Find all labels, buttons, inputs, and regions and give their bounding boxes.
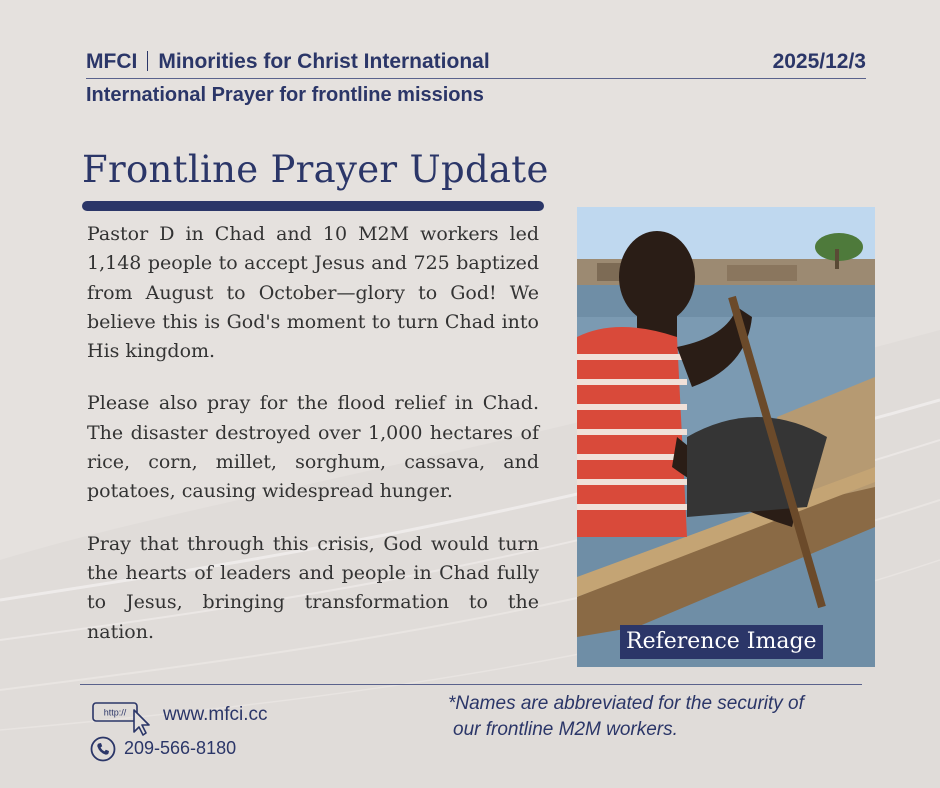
link-cursor-icon <box>92 700 152 736</box>
reference-photo <box>577 207 875 667</box>
date: 2025/12/3 <box>772 50 866 73</box>
brand-full: Minorities for Christ International <box>158 50 490 73</box>
page-title: Frontline Prayer Update <box>82 148 549 191</box>
paragraph-prayer: Pray that through this crisis, God would turn the hearts of leaders and people in Chad fully to Jesus, bringing transformation to the nation. <box>87 532 539 643</box>
brand-separator <box>147 51 148 71</box>
paragraph-flood-relief: Please also pray for the flood relief in Chad. The disaster destroyed over 1,000 hectares of rice, corn, millet, sorghum, cassava, and potatoes, causing widespread hunger. <box>87 392 539 503</box>
prayer-body <box>87 220 539 670</box>
svg-text:http://: http:// <box>103 707 127 718</box>
disclaimer-line-2: our frontline M2M workers. <box>453 719 678 740</box>
header-divider <box>86 78 866 79</box>
photo-caption: Reference Image <box>620 625 823 659</box>
phone-number[interactable]: 209-566-8180 <box>124 738 237 758</box>
footer-divider <box>80 684 862 685</box>
brand-short: MFCI <box>86 50 138 73</box>
phone-icon <box>90 736 116 762</box>
paragraph-report: Pastor D in Chad and 10 M2M workers led 1,148 people to accept Jesus and 725 baptized from August to October—glory to God! We believe this is God's moment to turn Chad into His kingdom. <box>87 223 539 363</box>
header-subtitle: International Prayer for frontline missions <box>86 84 484 106</box>
disclaimer-line-1: *Names are abbreviated for the security of <box>448 693 804 714</box>
brand <box>86 50 490 74</box>
header <box>86 48 866 78</box>
title-underline-bar <box>82 201 544 211</box>
website-link[interactable]: www.mfci.cc <box>163 704 268 725</box>
security-disclaimer <box>448 691 878 743</box>
